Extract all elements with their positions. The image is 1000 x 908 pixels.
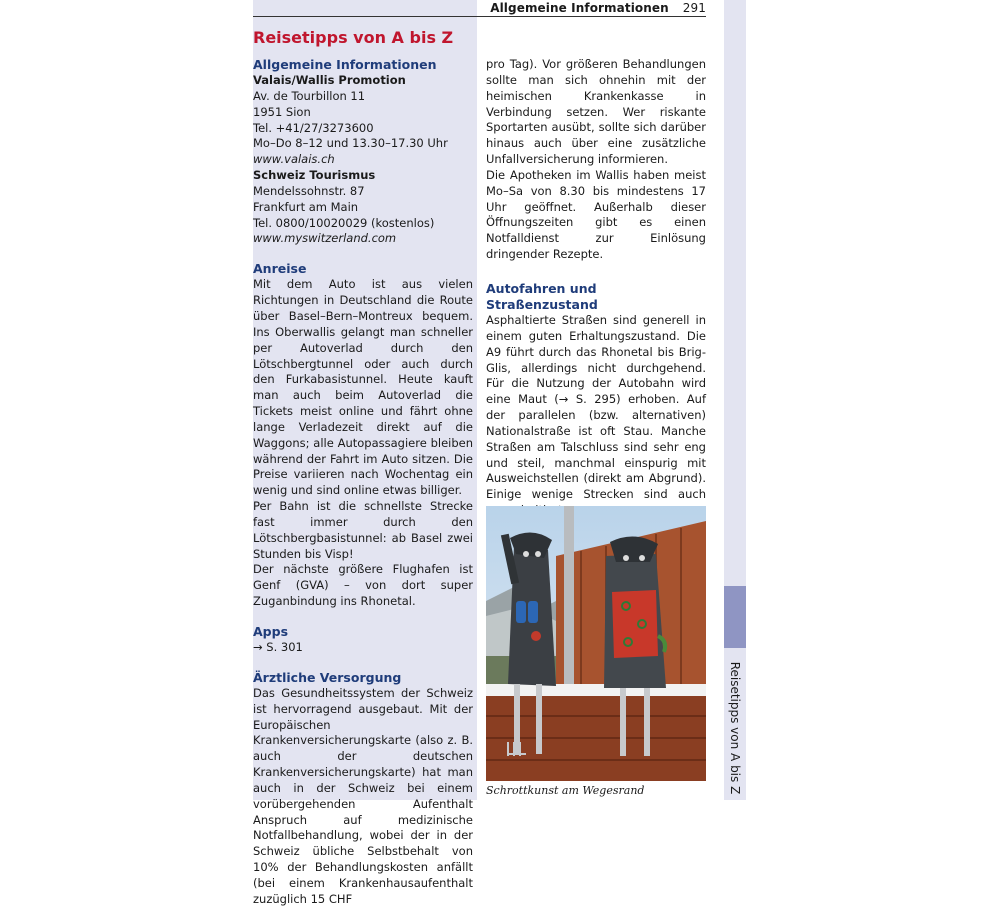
address-line: Mendelssohnstr. 87 — [253, 183, 365, 198]
arzt-paragraph-1-continued: pro Tag). Vor größeren Behandlungen sollte man sich ohnehin mit der heimischen Krankenkasse in Verbindung setzen. Wer riskante Sportarten ausübt, sollte sich darüber hinaus auch über eine zusätzliche Unfallversicherung informieren. — [486, 57, 706, 167]
autofahren-paragraph: Asphaltierte Straßen sind generell in einem guten Erhaltungszustand. Die A9 führt durch das Rhonetal bis Brig-Glis, allerdings nicht durchgehend. Für die Nutzung der Autobahn wird eine Maut (→ S. 295) erhoben. Auf der parallelen (bzw. alternativen) Nationalstraße ist oft Stau. Manche Straßen am Talschluss sind sehr eng und steil, manchmal einspurig mit Ausweichstellen (direkt am Abgrund). Einige wenige Strecken sind auch — [486, 312, 706, 502]
org-schweiz-tourismus-name: Schweiz Tourismus — [253, 168, 376, 183]
anreise-paragraph-3: Der nächste größere Flughafen ist Genf (GVA) – von dort super Zuganbindung ins Rhonetal. — [253, 562, 473, 609]
left-column — [253, 57, 473, 908]
page-number: 291 — [682, 1, 706, 15]
scrap-art-illustration — [486, 506, 706, 781]
apotheken-paragraph: Die Apotheken im Wallis haben meist Mo–Sa von 8.30 bis mindestens 17 Uhr geöffnet. Außerhalb dieser Öffnungszeiten gibt es einen Notfalldienst zur Einlösung dringender Rezepte. — [486, 167, 706, 262]
thumb-index-marker — [724, 586, 746, 648]
running-head — [490, 1, 706, 15]
side-section-label-text: Reisetipps von A bis Z — [728, 661, 742, 795]
org-valais-name: Valais/Wallis Promotion — [253, 73, 406, 87]
web-link-valais[interactable]: www.valais.ch — [253, 152, 335, 167]
heading-autofahren: Autofahren und Straßenzustand — [486, 280, 598, 312]
heading-aerztliche-versorgung: Ärztliche Versorgung — [253, 669, 402, 685]
photo-caption: Schrottkunst am Wegesrand — [486, 784, 645, 797]
web-link-myswitzerland[interactable]: www.myswitzerland.com — [253, 231, 397, 246]
heading-apps: Apps — [253, 624, 289, 639]
hours-line: Mo–Do 8–12 und 13.30–17.30 Uhr — [253, 136, 448, 151]
address-line: Av. de Tourbillon 11 — [253, 88, 366, 103]
arzt-paragraph-1: Das Gesundheitssystem der Schweiz ist hervorragend ausgebaut. Mit der Europäischen Krankenversicherungskarte (also z. B. auch der deutschen Krankenversicherungskarte) hat man auch in der Schweiz bei einem vorübergehenden Aufenthalt Anspruch auf medizinische Notfallbehandlung, wobei der in der Schweiz übliche Selbstbehalt von 10% der Behandlungskosten anfällt (bei einem Krankenhausaufenthalt zuzüglich 15 CHF — [253, 685, 473, 906]
anreise-paragraph-1: Mit dem Auto ist aus vielen Richtungen in Deutschland die Route über Basel–Bern–Montreux bequem. Ins Oberwallis gelangt man schneller per Autoverlad durch den Lötschbergtunnel oder auch durch den Furkabasistunnel. Heute kauft man auch beim Autoverlad die Tickets meist online und fährt ohne lange Verladezeit direkt auf die Waggons; alle Autopassagiere bleiben während der Fahrt im Auto sitzen. Die Preise variieren nach Wochentag ein wenig und sind online etwas billiger. — [253, 277, 473, 498]
book-page — [253, 0, 746, 906]
address-line: Frankfurt am Main — [253, 199, 359, 214]
running-head-section: Allgemeine Informationen — [490, 1, 669, 15]
scrap-art-photo — [486, 506, 706, 781]
side-section-label — [725, 662, 745, 794]
header-rule — [253, 16, 706, 17]
anreise-paragraph-2: Per Bahn ist die schnellste Strecke fast immer durch den Lötschbergbasistunnel: ab Basel zwei Stunden bis Visp! — [253, 499, 473, 561]
chapter-title: Reisetipps von A bis Z — [253, 28, 454, 47]
heading-allgemeine-informationen: Allgemeine Informationen — [253, 57, 437, 72]
phone-line: Tel. +41/27/3273600 — [253, 120, 374, 135]
heading-anreise: Anreise — [253, 261, 307, 277]
address-line: 1951 Sion — [253, 104, 311, 119]
phone-line: Tel. 0800/10020029 (kostenlos) — [253, 215, 435, 230]
apps-page-reference: → S. 301 — [253, 640, 303, 654]
